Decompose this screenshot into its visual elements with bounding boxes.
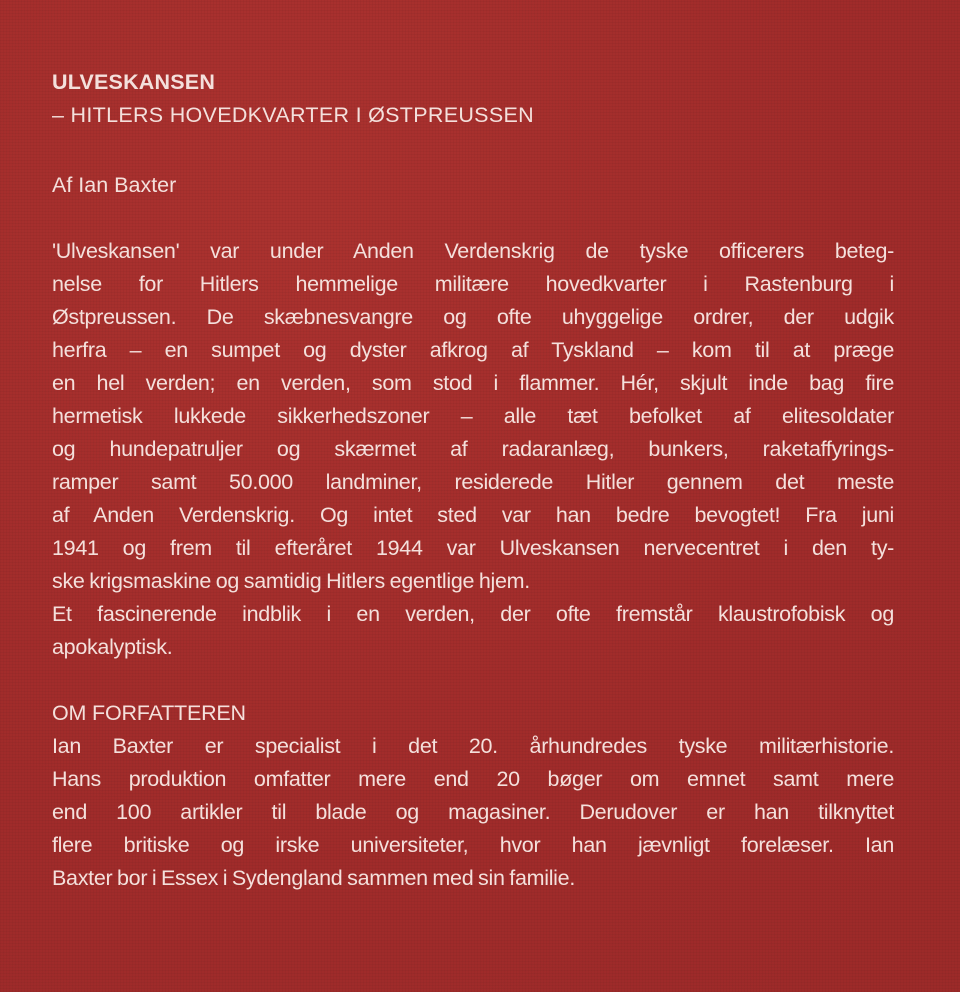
about-author-line: Ian Baxter er specialist i det 20. århundredes tyske militærhistorie. [52,734,894,758]
description-line: ske krigsmaskine og samtidig Hitlers egentlige hjem. [52,569,530,593]
book-title: ULVESKANSEN [52,70,216,94]
author-byline: Af Ian Baxter [52,173,177,197]
description-line: Østpreussen. De skæbnesvangre og ofte uhyggelige ordrer, der udgik [52,305,894,329]
description-line: ramper samt 50.000 landminer, residerede Hitler gennem det meste [52,470,894,494]
description-line: og hundepatruljer og skærmet af radaranlæg, bunkers, raketaffyrings- [52,437,894,461]
book-back-cover [52,66,894,895]
about-author-line: Baxter bor i Essex i Sydengland sammen med sin familie. [52,866,575,890]
description-line: herfra – en sumpet og dyster afkrog af Tyskland – kom til at præge [52,338,894,362]
description-paragraph [52,235,894,664]
description-line: hermetisk lukkede sikkerhedszoner – alle tæt befolket af elitesoldater [52,404,894,428]
description-line: 'Ulveskansen' var under Anden Verdenskrig de tyske officerers beteg- [52,239,894,263]
description-line: apokalyptisk. [52,635,173,659]
description-line: nelse for Hitlers hemmelige militære hovedkvarter i Rastenburg i [52,272,894,296]
description-line: Et fascinerende indblik i en verden, der ofte fremstår klaustrofobisk og [52,602,894,626]
about-author-line: flere britiske og irske universiteter, hvor han jævnligt forelæser. Ian [52,833,894,857]
about-author-heading: OM FORFATTEREN [52,701,246,725]
about-author-line: Hans produktion omfatter mere end 20 bøger om emnet samt mere [52,767,894,791]
description-line: en hel verden; en verden, som stod i flammer. Hér, skjult inde bag fire [52,371,894,395]
description-line: 1941 og frem til efteråret 1944 var Ulveskansen nervecentret i den ty- [52,536,894,560]
description-line: af Anden Verdenskrig. Og intet sted var han bedre bevogtet! Fra juni [52,503,894,527]
about-author-section [52,697,894,895]
book-subtitle: – HITLERS HOVEDKVARTER I ØSTPREUSSEN [52,103,534,127]
about-author-line: end 100 artikler til blade og magasiner. Derudover er han tilknyttet [52,800,894,824]
